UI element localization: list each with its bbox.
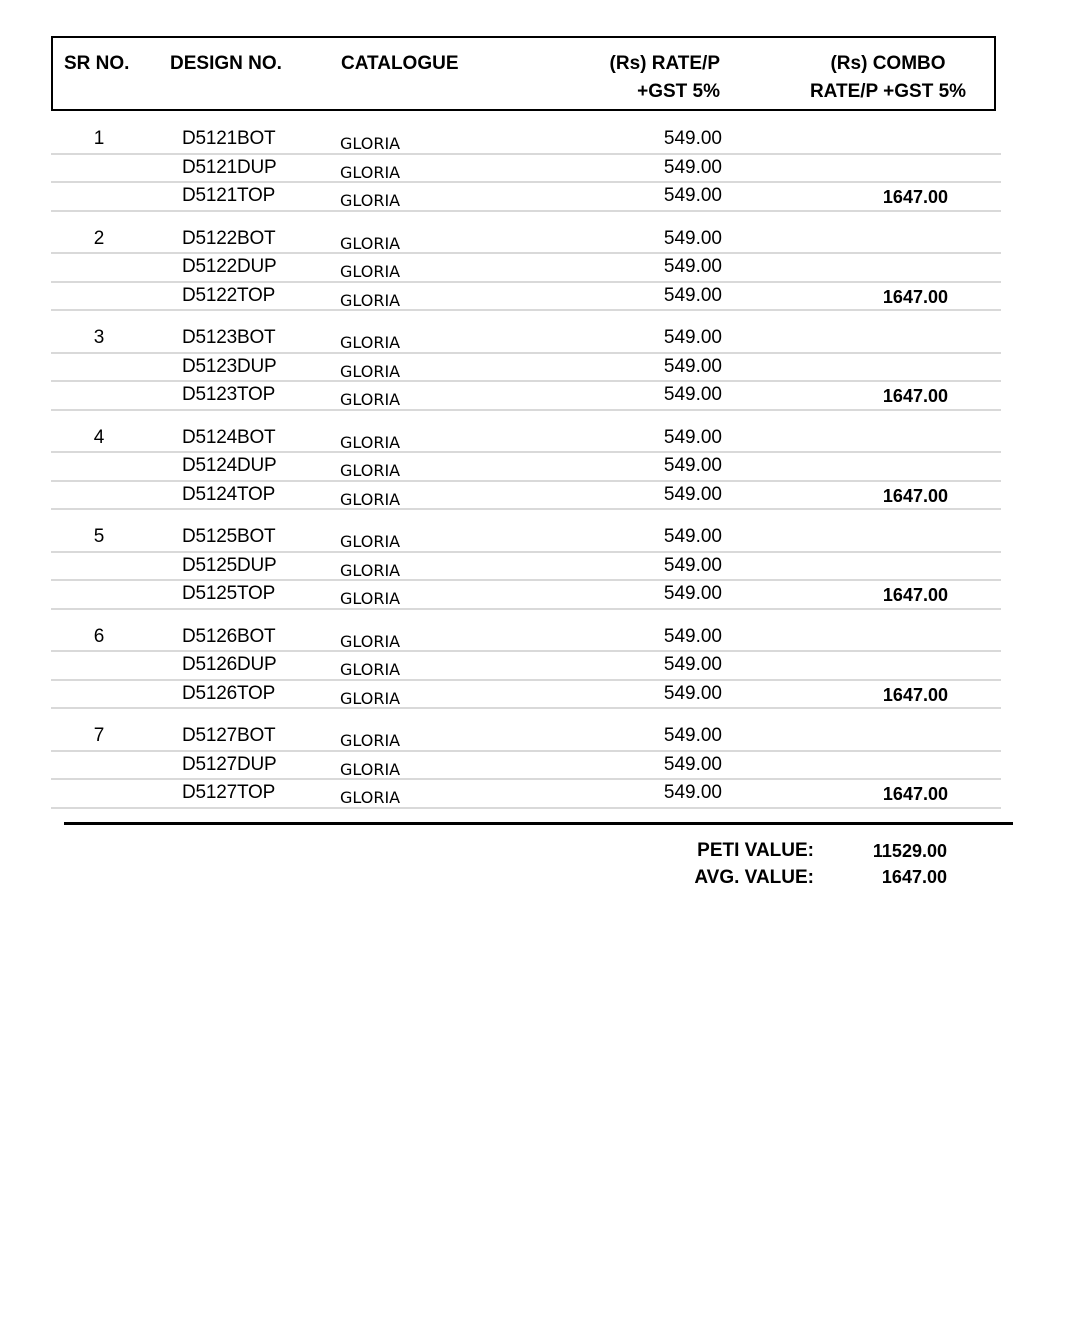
table-row [51,780,1001,809]
design-no-cell: D5126DUP [182,654,277,675]
design-no-cell: D5121BOT [182,128,276,149]
design-no-cell: D5127TOP [182,782,276,803]
table-row [51,453,1001,482]
peti-value-amount: 11529.00 [872,841,947,861]
rate-cell: 549.00 [663,227,722,249]
catalogue-cell: GLORIA [340,162,401,182]
sr-no-cell: 7 [93,725,105,746]
header-sr-no: SR NO. [64,53,130,74]
catalogue-cell: GLORIA [340,631,401,651]
table-row [51,624,1001,653]
total-divider [64,822,1013,825]
design-no-cell: D5124TOP [182,483,276,505]
rate-cell: 549.00 [663,483,722,505]
design-no-cell: D5122TOP [182,284,276,306]
table-row [51,226,1001,255]
sr-group [51,425,1001,511]
catalogue-cell: GLORIA [340,660,401,679]
design-no-cell: D5121TOP [182,185,276,206]
rate-cell: 549.00 [663,682,722,704]
catalogue-cell: GLORIA [340,191,401,210]
catalogue-cell: GLORIA [340,688,401,708]
rate-cell: 549.00 [663,526,722,547]
rate-cell: 549.00 [663,284,722,306]
rate-cell: 549.00 [663,625,722,647]
catalogue-cell: GLORIA [340,233,401,253]
header-combo-line2: RATE/P +GST 5% [809,81,967,102]
catalogue-cell: GLORIA [340,489,401,509]
catalogue-cell: GLORIA [340,262,401,281]
design-no-cell: D5125BOT [182,526,276,547]
rate-cell: 549.00 [663,156,722,178]
design-no-cell: D5127BOT [182,725,276,746]
combo-rate-cell: 1647.00 [882,684,948,705]
sr-no-cell: 1 [93,128,105,149]
header-combo-line1: (Rs) COMBO [830,53,946,74]
peti-value-label: PETI VALUE: [697,840,814,861]
catalogue-cell: GLORIA [340,390,401,409]
design-no-cell: D5121DUP [182,156,277,178]
table-row [51,283,1001,312]
catalogue-cell: GLORIA [340,333,401,352]
rate-cell: 549.00 [663,128,722,149]
avg-value-amount: 1647.00 [881,867,947,887]
rate-cell: 549.00 [663,782,722,803]
catalogue-cell: GLORIA [340,361,401,381]
design-no-cell: D5126TOP [182,682,276,704]
rate-cell: 549.00 [663,355,722,377]
sr-no-cell: 2 [93,227,105,249]
header-rate-line1: (Rs) RATE/P [609,53,720,74]
rate-cell: 549.00 [663,583,722,604]
catalogue-cell: GLORIA [340,134,401,153]
table-row [51,382,1001,411]
sr-no-cell: 3 [93,327,105,348]
header-rate [610,50,720,106]
design-no-cell: D5122BOT [182,227,276,249]
rate-cell: 549.00 [663,654,722,675]
design-no-cell: D5122DUP [182,256,277,277]
table-row [51,553,1001,582]
header-combo-rate [803,50,973,106]
catalogue-cell: GLORIA [340,290,401,310]
rate-cell: 549.00 [663,256,722,277]
table-row [51,581,1001,610]
design-no-cell: D5123TOP [182,384,276,405]
combo-rate-cell: 1647.00 [882,485,948,506]
catalogue-cell: GLORIA [340,589,401,608]
rate-cell: 549.00 [663,753,722,775]
avg-value-label: AVG. VALUE: [694,867,814,888]
table-body [51,126,1001,823]
design-no-cell: D5125DUP [182,554,277,576]
design-no-cell: D5123BOT [182,327,276,348]
table-header [51,36,996,111]
sr-group [51,723,1001,809]
table-row [51,482,1001,511]
rate-cell: 549.00 [663,426,722,448]
combo-rate-cell: 1647.00 [882,386,948,406]
table-row [51,354,1001,383]
design-no-cell: D5125TOP [182,583,276,604]
header-rate-line2: +GST 5% [637,81,720,102]
table-row [51,752,1001,781]
design-no-cell: D5124DUP [182,455,277,476]
table-row [51,524,1001,553]
table-row [51,723,1001,752]
table-row [51,254,1001,283]
rate-cell: 549.00 [663,554,722,576]
catalogue-cell: GLORIA [340,532,401,551]
catalogue-cell: GLORIA [340,461,401,480]
design-no-cell: D5124BOT [182,426,276,448]
table-row [51,126,1001,155]
table-row [51,425,1001,454]
rate-cell: 549.00 [663,327,722,348]
combo-rate-cell: 1647.00 [882,585,948,605]
sr-group [51,126,1001,212]
catalogue-cell: GLORIA [340,788,401,807]
rate-cell: 549.00 [663,725,722,746]
combo-rate-cell: 1647.00 [882,187,948,207]
catalogue-cell: GLORIA [340,560,401,580]
header-design-no: DESIGN NO. [170,53,282,74]
sr-no-cell: 6 [93,625,105,647]
sr-group [51,624,1001,710]
table-row [51,183,1001,212]
rate-cell: 549.00 [663,384,722,405]
design-no-cell: D5126BOT [182,625,276,647]
table-row [51,681,1001,710]
header-catalogue: CATALOGUE [341,53,459,74]
catalogue-cell: GLORIA [340,759,401,779]
sr-no-cell: 5 [93,526,105,547]
rate-cell: 549.00 [663,185,722,206]
combo-rate-cell: 1647.00 [882,784,948,804]
sr-group [51,325,1001,411]
table-row [51,652,1001,681]
table-row [51,325,1001,354]
design-no-cell: D5127DUP [182,753,277,775]
catalogue-cell: GLORIA [340,432,401,452]
combo-rate-cell: 1647.00 [882,286,948,307]
table-row [51,155,1001,184]
sr-group [51,226,1001,312]
rate-cell: 549.00 [663,455,722,476]
catalogue-cell: GLORIA [340,731,401,750]
sr-group [51,524,1001,610]
design-no-cell: D5123DUP [182,355,277,377]
sr-no-cell: 4 [93,426,105,448]
